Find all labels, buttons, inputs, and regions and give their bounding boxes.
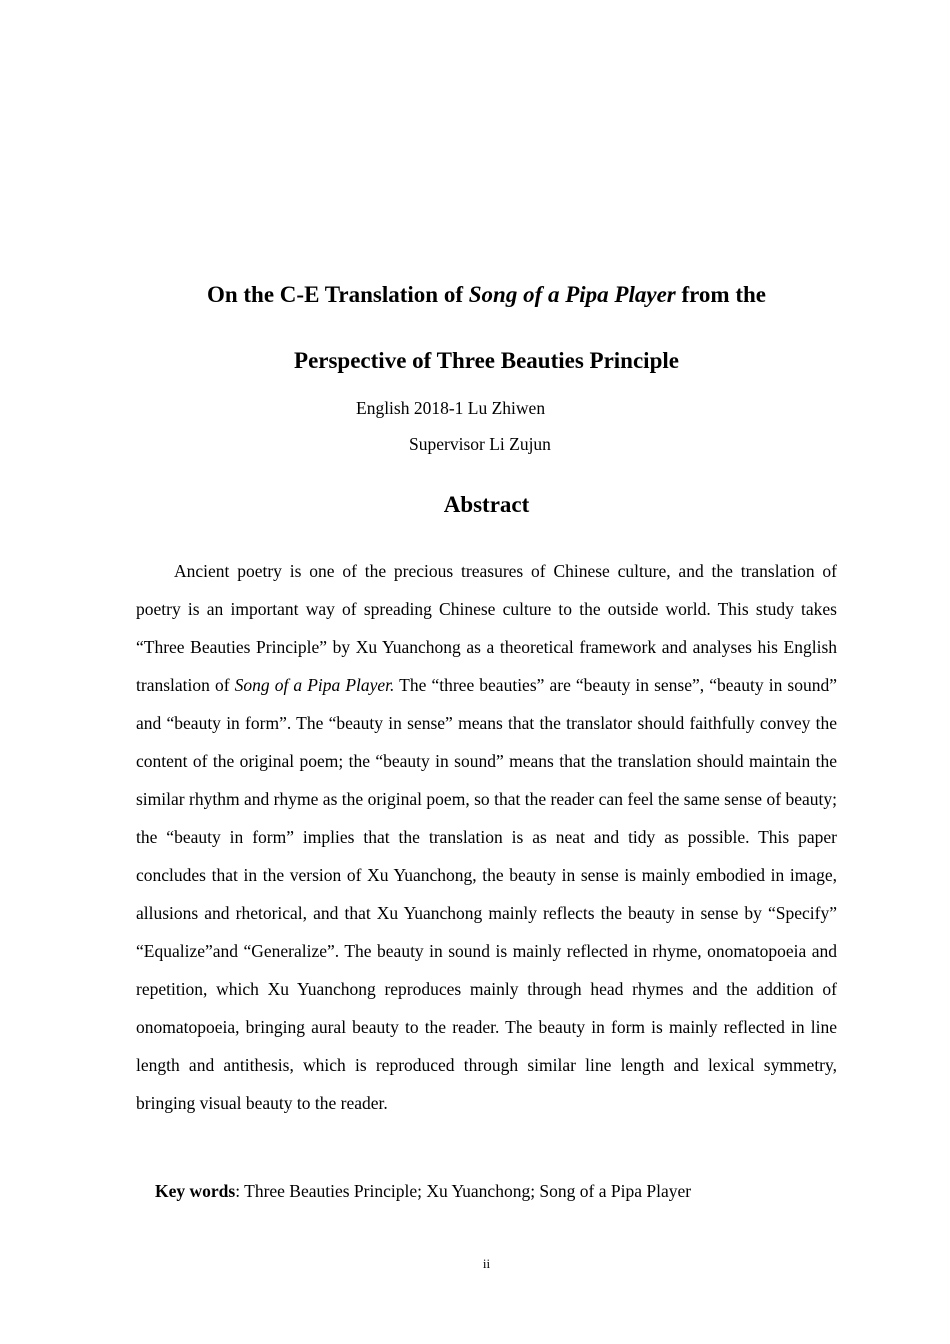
abstract-body bbox=[136, 552, 837, 1122]
abstract-text-part-2: The “three beauties” are “beauty in sense”, “beauty in sound” and “beauty in form”. The “beauty in sense” means that the translator should faithfully convey the content of the original poem; the “beauty in sound” means that the translation should maintain the similar rhythm and rhyme as the original poem, so that the reader can feel the same sense of beauty; the “beauty in form” implies that the translation is as neat and tidy as possible. This paper concludes that in the version of Xu Yuanchong, the beauty in sense is mainly embodied in image, allusions and rhetorical, and that Xu Yuanchong mainly reflects the beauty in sense by “Specify” “Equalize”and “Generalize”. The beauty in sound is mainly reflected in rhyme, onomatopoeia and repetition, which Xu Yuanchong reproduces mainly through head rhymes and the addition of onomatopoeia, bringing aural beauty to the reader. The beauty in form is mainly reflected in line length and antithesis, which is reproduced through similar line length and lexical symmetry, bringing visual beauty to the reader. bbox=[136, 675, 837, 1113]
keywords-line bbox=[155, 1179, 691, 1203]
title-suffix: from the bbox=[675, 282, 767, 307]
title-poem-name: Song of a Pipa Player bbox=[468, 282, 676, 307]
page-number: ii bbox=[482, 1256, 491, 1271]
title-line-1 bbox=[0, 281, 950, 309]
supervisor-line: Supervisor Li Zujun bbox=[409, 434, 551, 454]
keywords-label: Key words bbox=[155, 1181, 236, 1201]
keywords-text: : Three Beauties Principle; Xu Yuanchong; Song of a Pipa Player bbox=[235, 1181, 692, 1201]
author-line: English 2018-1 Lu Zhiwen bbox=[356, 398, 546, 418]
abstract-heading: Abstract bbox=[443, 492, 530, 517]
title-prefix: On the C-E Translation of bbox=[206, 282, 469, 307]
abstract-poem-title: Song of a Pipa Player. bbox=[234, 675, 395, 695]
title-line-2: Perspective of Three Beauties Principle bbox=[294, 348, 679, 373]
abstract-text-part-1: Ancient poetry is one of the precious treasures of Chinese culture, and the translation of poetry is an important way of spreading Chinese culture to the outside world. This study takes “Three Beauties Principle” by Xu Yuanchong as a theoretical framework and analyses his English translation of bbox=[136, 561, 837, 695]
